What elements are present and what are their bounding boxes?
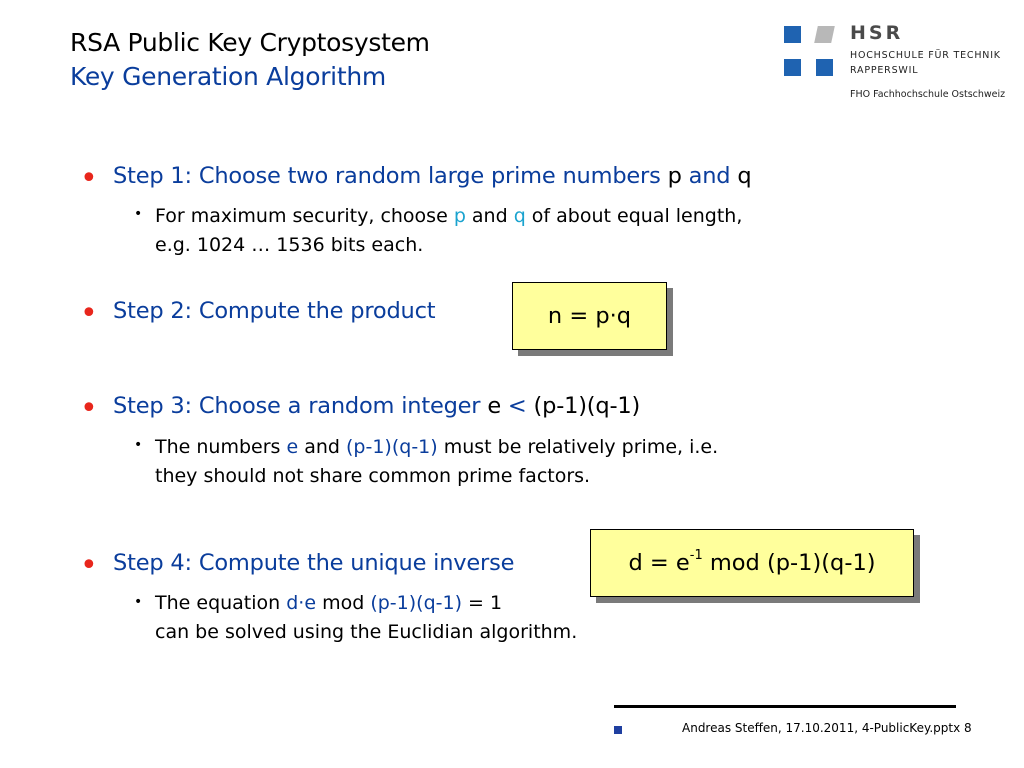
step-1-p: p [667,163,682,189]
logo-square-icon [816,59,833,76]
slide-subtitle: Key Generation Algorithm [70,62,386,91]
step-4-detail [155,589,577,647]
bullet-icon: • [80,391,98,426]
logo-line-3: FHO Fachhochschule Ostschweiz [850,89,1006,100]
step-1-detail-pre: For maximum security, choose [155,205,454,227]
step-1-q: q [737,163,752,189]
bullet-icon: • [80,296,98,331]
step-1-detail [155,202,742,260]
step-3-detail-e: e [286,436,299,458]
step-3 [113,393,640,419]
step-3-detail-line2: they should not share common prime factors. [155,465,591,487]
formula-inverse-exponent: -1 [689,547,703,563]
step-1-detail-q: q [513,205,526,227]
sub-bullet-icon: • [134,594,143,610]
step-2-label: Step 2: Compute the product [113,298,436,324]
logo-square-icon [814,26,835,43]
step-1-detail-and: and [465,205,514,227]
formula-box-inverse [590,529,914,597]
step-3-detail [155,433,718,491]
step-3-detail-post: must be relatively prime, i.e. [437,436,719,458]
logo-line-2: RAPPERSWIL [850,65,919,76]
logo-line-1: HOCHSCHULE FÜR TECHNIK [850,50,1001,61]
step-1-detail-p: p [453,205,466,227]
logo-square-icon [784,26,801,43]
footer-divider [614,705,956,708]
step-1 [113,163,751,189]
footer-square-icon [614,726,622,734]
formula-product: n = p·q [547,303,632,329]
bullet-icon: • [80,161,98,196]
formula-inverse [628,547,876,576]
step-4-detail-expr: (p-1)(q-1) [370,592,462,614]
step-1-detail-post: of about equal length, [525,205,743,227]
step-3-expr: (p-1)(q-1) [533,393,641,419]
step-1-and: and [681,163,738,189]
formula-box-product [512,282,667,350]
step-4-detail-line2: can be solved using the Euclidian algorithm. [155,621,578,643]
step-4-detail-de: d·e [286,592,317,614]
step-3-label: Step 3: Choose a random integer [113,393,488,419]
bullet-icon: • [80,548,98,583]
logo-square-icon [784,59,801,76]
slide-title-block [70,26,430,94]
step-3-lt: < [500,393,534,419]
hsr-logo [784,24,1014,104]
step-4-detail-post: = 1 [462,592,503,614]
step-4-detail-mod: mod [316,592,371,614]
step-3-detail-expr: (p-1)(q-1) [346,436,438,458]
step-3-detail-pre: The numbers [155,436,287,458]
formula-inverse-post: mod (p-1)(q-1) [702,550,876,576]
step-1-detail-line2: e.g. 1024 … 1536 bits each. [155,234,424,256]
formula-inverse-pre: d = e [628,550,690,576]
slide-title: RSA Public Key Cryptosystem [70,28,430,57]
sub-bullet-icon: • [134,437,143,453]
step-1-label: Step 1: Choose two random large prime numbers [113,163,668,189]
step-3-detail-and: and [298,436,347,458]
step-3-e: e [487,393,501,419]
step-4-label: Step 4: Compute the unique inverse [113,550,515,576]
footer-text: Andreas Steffen, 17.10.2011, 4-PublicKey.pptx 8 [682,721,972,735]
step-4-detail-pre: The equation [155,592,287,614]
logo-wordmark: HSR [850,22,904,44]
sub-bullet-icon: • [134,206,143,222]
